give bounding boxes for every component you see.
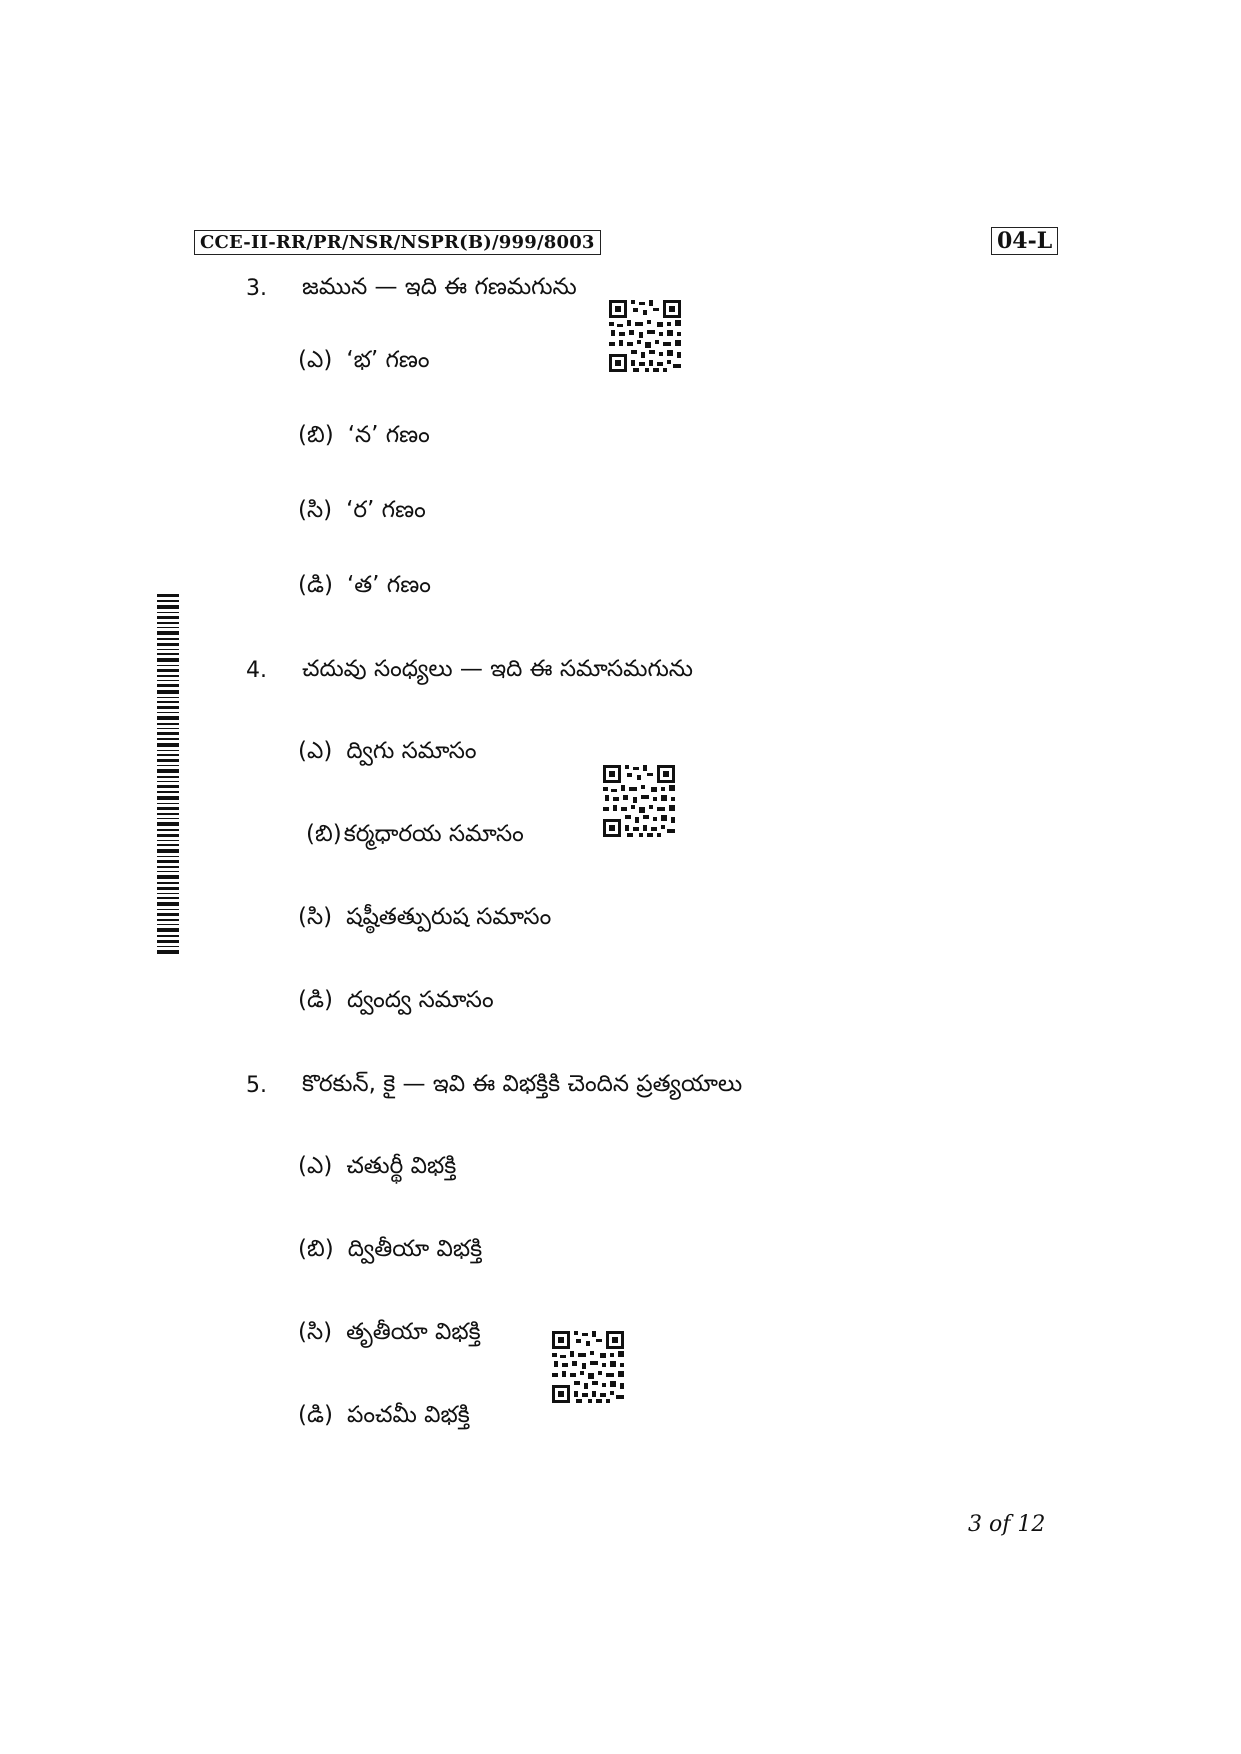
option: (బి)కర్మధారయ సమాసం (306, 821, 524, 847)
question-text: జమున — ఇది ఈ గణమగును (302, 274, 577, 300)
option: (బి) ‘న’ గణం (298, 422, 430, 448)
option: (ఎ) ద్విగు సమాసం (298, 738, 477, 764)
question-text: చదువు సంధ్యలు — ఇది ఈ సమాసమగును (302, 656, 693, 682)
option: (సి) ‘ర’ గణం (298, 497, 426, 523)
option: (సి) షష్ఠీతత్పురుష సమాసం (298, 904, 552, 930)
barcode-icon (157, 594, 179, 956)
question-number: 4. (246, 658, 267, 683)
option: (డి) ‘త’ గణం (298, 572, 431, 598)
paper-set-code: 04-L (991, 227, 1058, 255)
page-number: 3 of 12 (968, 1512, 1046, 1537)
option: (బి) ద్వితీయా విభక్తి (298, 1236, 483, 1262)
question-number: 3. (246, 276, 267, 301)
option: (ఎ) ‘భ’ గణం (298, 347, 430, 373)
option: (డి) పంచమీ విభక్తి (298, 1402, 470, 1428)
question-paper-code: CCE-II-RR/PR/NSR/NSPR(B)/999/8003 (194, 230, 601, 255)
option: (సి) తృతీయా విభక్తి (298, 1319, 481, 1345)
qr-code-icon (601, 763, 677, 839)
qr-code-icon (550, 1329, 626, 1405)
option: (ఎ) చతుర్థీ విభక్తి (298, 1153, 457, 1179)
qr-code-icon (607, 298, 683, 374)
option: (డి) ద్వంద్వ సమాసం (298, 987, 494, 1013)
question-text: కొరకున్, కై — ఇవి ఈ విభక్తికి చెందిన ప్రత్యయాలు (302, 1071, 743, 1097)
question-number: 5. (246, 1073, 267, 1098)
